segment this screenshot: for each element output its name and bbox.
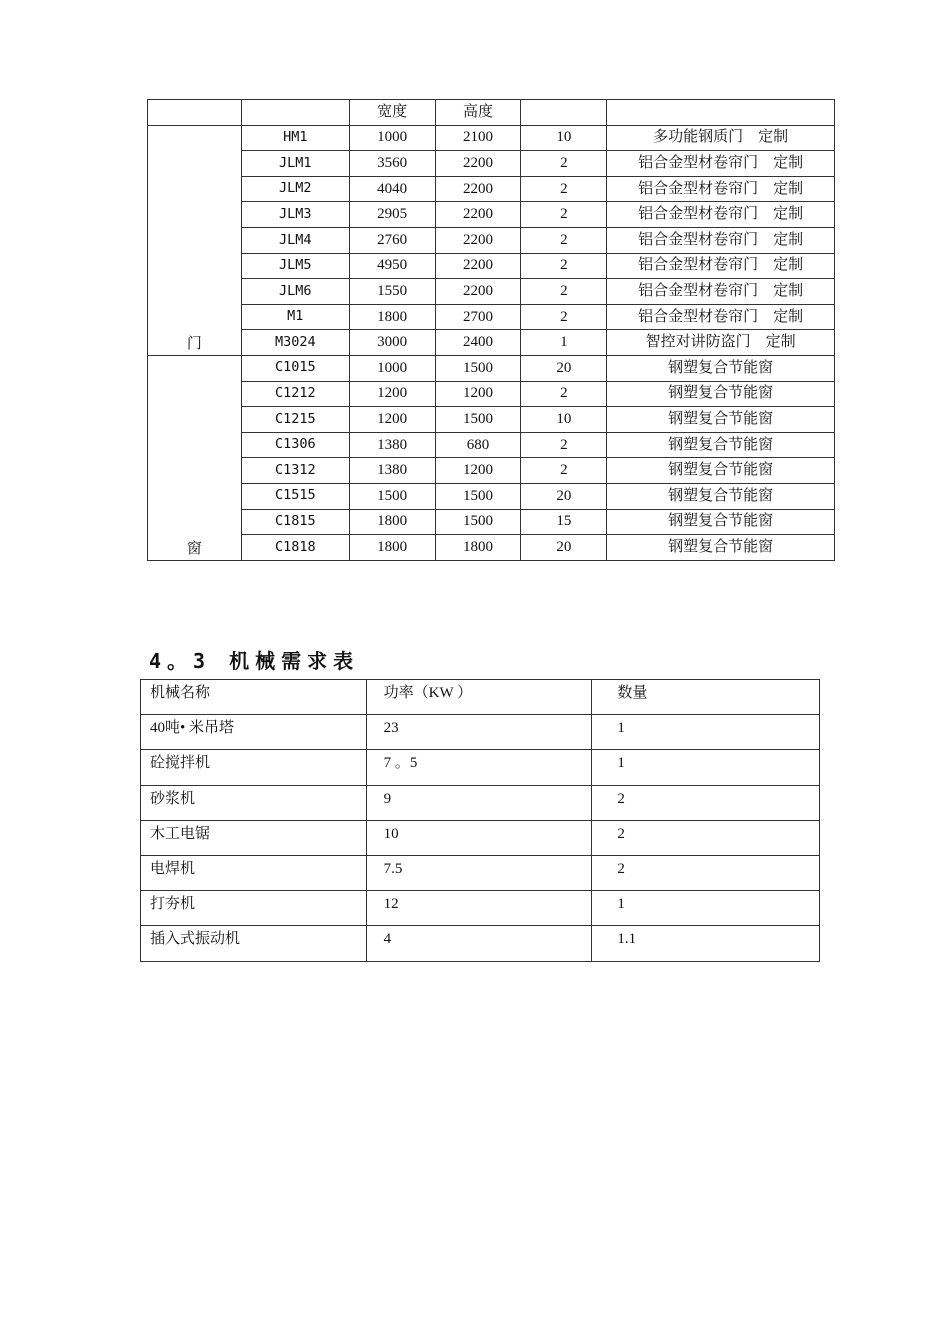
cell-text: 2 — [617, 790, 625, 807]
cell-text: 木工电锯 — [150, 825, 211, 842]
cell-text: 9 — [383, 790, 392, 807]
table-row — [141, 855, 820, 890]
table-row — [148, 355, 835, 381]
table-cell — [366, 891, 592, 926]
table-row — [148, 432, 835, 458]
table-header-row — [148, 100, 835, 126]
quantity-cell: 2 — [521, 253, 607, 279]
table-cell — [592, 785, 820, 820]
table-row — [148, 535, 835, 561]
code-cell: C1515 — [241, 483, 349, 509]
height-cell: 2400 — [435, 330, 521, 356]
table-row — [148, 381, 835, 407]
table-cell — [592, 926, 820, 961]
table-cell — [592, 715, 820, 750]
cell-text: 1 — [617, 720, 625, 737]
table-row — [148, 330, 835, 356]
height-cell: 1800 — [435, 535, 521, 561]
table-row — [148, 227, 835, 253]
section-heading — [149, 645, 359, 674]
quantity-cell: 2 — [521, 381, 607, 407]
cell-text: 1.1 — [617, 931, 637, 948]
width-cell: 1380 — [349, 458, 435, 484]
table-cell — [141, 855, 367, 890]
quantity-cell: 2 — [521, 202, 607, 228]
height-cell: 1500 — [435, 407, 521, 433]
header-cell: 高度 — [435, 100, 521, 126]
description-cell: 智控对讲防盗门 定制 — [607, 330, 835, 356]
cell-text: 7 。5 — [383, 755, 418, 772]
width-cell: 2760 — [349, 227, 435, 253]
header-cell — [592, 680, 820, 715]
description-cell: 钢塑复合节能窗 — [607, 458, 835, 484]
width-cell: 3560 — [349, 151, 435, 177]
description-cell: 钢塑复合节能窗 — [607, 509, 835, 535]
cell-text: 7.5 — [383, 860, 403, 877]
quantity-cell: 20 — [521, 355, 607, 381]
table-cell — [366, 820, 592, 855]
door-window-table — [147, 99, 835, 561]
cell-text: 2 — [617, 825, 625, 842]
section-title: 机械需求表 — [229, 649, 360, 673]
cell-text: 插入式振动机 — [150, 931, 241, 948]
table-cell — [366, 750, 592, 785]
width-cell: 1200 — [349, 381, 435, 407]
table-cell — [141, 750, 367, 785]
code-cell: C1306 — [241, 432, 349, 458]
cell-text: 数量 — [617, 685, 648, 701]
cell-text: 2 — [617, 860, 625, 877]
quantity-cell: 2 — [521, 304, 607, 330]
quantity-cell: 2 — [521, 432, 607, 458]
section-number: 4。3 — [149, 649, 212, 673]
code-cell: C1212 — [241, 381, 349, 407]
code-cell: JLM4 — [241, 227, 349, 253]
width-cell: 1800 — [349, 535, 435, 561]
description-cell: 钢塑复合节能窗 — [607, 483, 835, 509]
quantity-cell: 2 — [521, 227, 607, 253]
group-label-cell: 门 — [148, 125, 242, 355]
code-cell: C1818 — [241, 535, 349, 561]
table-cell — [592, 820, 820, 855]
quantity-cell: 20 — [521, 483, 607, 509]
width-cell: 1800 — [349, 304, 435, 330]
height-cell: 1500 — [435, 483, 521, 509]
code-cell: C1215 — [241, 407, 349, 433]
quantity-cell: 2 — [521, 151, 607, 177]
table-cell — [366, 785, 592, 820]
height-cell: 2700 — [435, 304, 521, 330]
table-cell — [592, 855, 820, 890]
cell-text: 12 — [383, 896, 399, 913]
height-cell: 1500 — [435, 355, 521, 381]
header-cell — [521, 100, 607, 126]
header-cell: 宽度 — [349, 100, 435, 126]
table-cell — [141, 891, 367, 926]
code-cell: C1815 — [241, 509, 349, 535]
table-row — [148, 202, 835, 228]
description-cell: 铝合金型材卷帘门 定制 — [607, 253, 835, 279]
width-cell: 1000 — [349, 125, 435, 151]
table-row — [141, 926, 820, 961]
code-cell: M1 — [241, 304, 349, 330]
description-cell: 钢塑复合节能窗 — [607, 535, 835, 561]
height-cell: 1200 — [435, 458, 521, 484]
table-row — [148, 279, 835, 305]
width-cell: 1800 — [349, 509, 435, 535]
width-cell: 1200 — [349, 407, 435, 433]
description-cell: 铝合金型材卷帘门 定制 — [607, 227, 835, 253]
table-row — [148, 407, 835, 433]
quantity-cell: 2 — [521, 458, 607, 484]
table-cell — [366, 715, 592, 750]
table-row — [141, 820, 820, 855]
code-cell: C1312 — [241, 458, 349, 484]
height-cell: 2200 — [435, 279, 521, 305]
table-cell — [141, 926, 367, 961]
quantity-cell: 1 — [521, 330, 607, 356]
width-cell: 3000 — [349, 330, 435, 356]
cell-text: 功率（KW ） — [383, 685, 473, 701]
height-cell: 2100 — [435, 125, 521, 151]
table-row — [141, 785, 820, 820]
description-cell: 铝合金型材卷帘门 定制 — [607, 279, 835, 305]
code-cell: HM1 — [241, 125, 349, 151]
description-cell: 钢塑复合节能窗 — [607, 355, 835, 381]
cell-text: 1 — [617, 755, 625, 772]
table-row — [148, 483, 835, 509]
width-cell: 4950 — [349, 253, 435, 279]
table-cell — [366, 855, 592, 890]
table-row — [148, 151, 835, 177]
code-cell: C1015 — [241, 355, 349, 381]
cell-text: 4 — [383, 931, 392, 948]
table-header-row — [141, 680, 820, 715]
table-row — [141, 715, 820, 750]
table-row — [148, 176, 835, 202]
height-cell: 1200 — [435, 381, 521, 407]
cell-text: 打夯机 — [150, 896, 196, 913]
description-cell: 钢塑复合节能窗 — [607, 381, 835, 407]
table-cell — [366, 926, 592, 961]
description-cell: 钢塑复合节能窗 — [607, 432, 835, 458]
quantity-cell: 10 — [521, 125, 607, 151]
cell-text: 10 — [383, 825, 399, 842]
header-cell — [366, 680, 592, 715]
table-cell — [141, 785, 367, 820]
cell-text: 机械名称 — [150, 685, 211, 701]
group-label-cell: 窗 — [148, 355, 242, 560]
table-row — [148, 458, 835, 484]
table-row — [148, 304, 835, 330]
description-cell: 铝合金型材卷帘门 定制 — [607, 151, 835, 177]
description-cell: 铝合金型材卷帘门 定制 — [607, 202, 835, 228]
height-cell: 2200 — [435, 202, 521, 228]
header-cell — [607, 100, 835, 126]
table-row — [141, 891, 820, 926]
header-cell — [141, 680, 367, 715]
code-cell: JLM6 — [241, 279, 349, 305]
table-row — [148, 509, 835, 535]
quantity-cell: 20 — [521, 535, 607, 561]
width-cell: 1550 — [349, 279, 435, 305]
cell-text: 23 — [383, 720, 399, 737]
description-cell: 钢塑复合节能窗 — [607, 407, 835, 433]
height-cell: 1500 — [435, 509, 521, 535]
cell-text: 40吨• 米吊塔 — [150, 720, 235, 737]
width-cell: 1000 — [349, 355, 435, 381]
quantity-cell: 10 — [521, 407, 607, 433]
height-cell: 2200 — [435, 227, 521, 253]
table-row — [148, 253, 835, 279]
width-cell: 1380 — [349, 432, 435, 458]
code-cell: JLM5 — [241, 253, 349, 279]
table-cell — [141, 715, 367, 750]
quantity-cell: 15 — [521, 509, 607, 535]
table-cell — [592, 891, 820, 926]
cell-text: 砼搅拌机 — [150, 755, 211, 772]
table-row — [148, 125, 835, 151]
width-cell: 1500 — [349, 483, 435, 509]
cell-text: 电焊机 — [150, 860, 196, 877]
table-row — [141, 750, 820, 785]
code-cell: JLM3 — [241, 202, 349, 228]
description-cell: 铝合金型材卷帘门 定制 — [607, 304, 835, 330]
cell-text: 1 — [617, 896, 625, 913]
table-cell — [141, 820, 367, 855]
quantity-cell: 2 — [521, 176, 607, 202]
width-cell: 2905 — [349, 202, 435, 228]
quantity-cell: 2 — [521, 279, 607, 305]
code-cell: M3024 — [241, 330, 349, 356]
code-cell: JLM2 — [241, 176, 349, 202]
width-cell: 4040 — [349, 176, 435, 202]
height-cell: 680 — [435, 432, 521, 458]
height-cell: 2200 — [435, 151, 521, 177]
table-cell — [592, 750, 820, 785]
header-cell — [148, 100, 242, 126]
cell-text: 砂浆机 — [150, 790, 196, 807]
description-cell: 铝合金型材卷帘门 定制 — [607, 176, 835, 202]
description-cell: 多功能钢质门 定制 — [607, 125, 835, 151]
height-cell: 2200 — [435, 176, 521, 202]
header-cell — [241, 100, 349, 126]
code-cell: JLM1 — [241, 151, 349, 177]
machine-table — [140, 679, 820, 962]
height-cell: 2200 — [435, 253, 521, 279]
